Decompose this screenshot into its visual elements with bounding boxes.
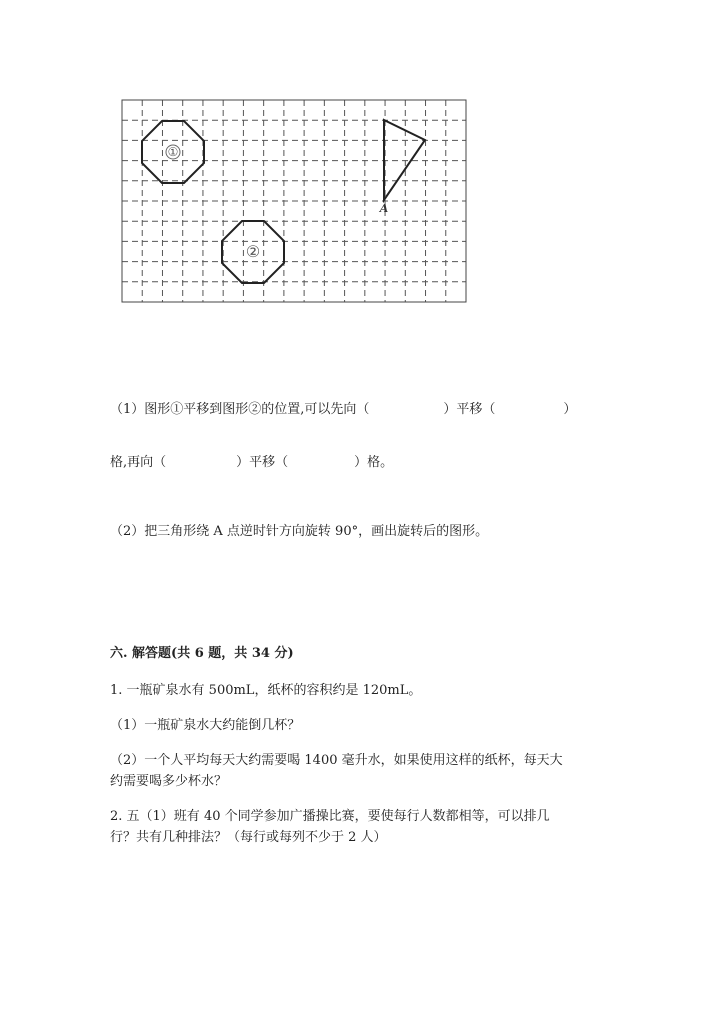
problem-1-intro: 1. 一瓶矿泉水有 500mL，纸杯的容积约是 120mL。 (110, 683, 422, 698)
q1-line1 (110, 398, 576, 417)
shape-1-label: ① (167, 145, 179, 159)
grid-figure (118, 96, 470, 306)
problem-1-sub-2-line-2: 约需要喝多少杯水？ (110, 774, 228, 789)
problem-1-sub-1: （1）一瓶矿泉水大约能倒几杯？ (110, 718, 301, 733)
q1-line2-part-c: ）格。 (354, 455, 394, 470)
problem-2-line-2: 行？共有几种排法？（每行或每列不少于 2 人） (110, 830, 387, 845)
q2-text: （2）把三角形绕 A 点逆时针方向旋转 90°，画出旋转后的图形。 (110, 524, 489, 539)
q1-line2 (110, 451, 393, 470)
section-6-title: 六. 解答题(共 6 题，共 34 分) (110, 646, 294, 661)
grid-dashed-lines (122, 100, 466, 302)
vertex-label-a: A (379, 202, 389, 215)
triangle-shape (384, 120, 425, 200)
shape-2-label: ② (245, 242, 261, 261)
q1-line2-part-b: ）平移（ (236, 455, 289, 470)
problem-2-line-1: 2. 五（1）班有 40 个同学参加广播操比赛，要使每行人数都相等，可以排几 (110, 809, 550, 824)
q1-line1-part-c: ） (563, 402, 577, 417)
q1-line1-part-b: ）平移（ (443, 402, 496, 417)
problem-1-sub-2-line-1: （2）一个人平均每天大约需要喝 1400 毫升水，如果使用这样的纸杯，每天大 (110, 753, 563, 768)
q1-line1-part-a: （1）图形①平移到图形②的位置,可以先向（ (110, 402, 370, 417)
q1-line2-part-a: 格,再向（ (110, 455, 167, 470)
